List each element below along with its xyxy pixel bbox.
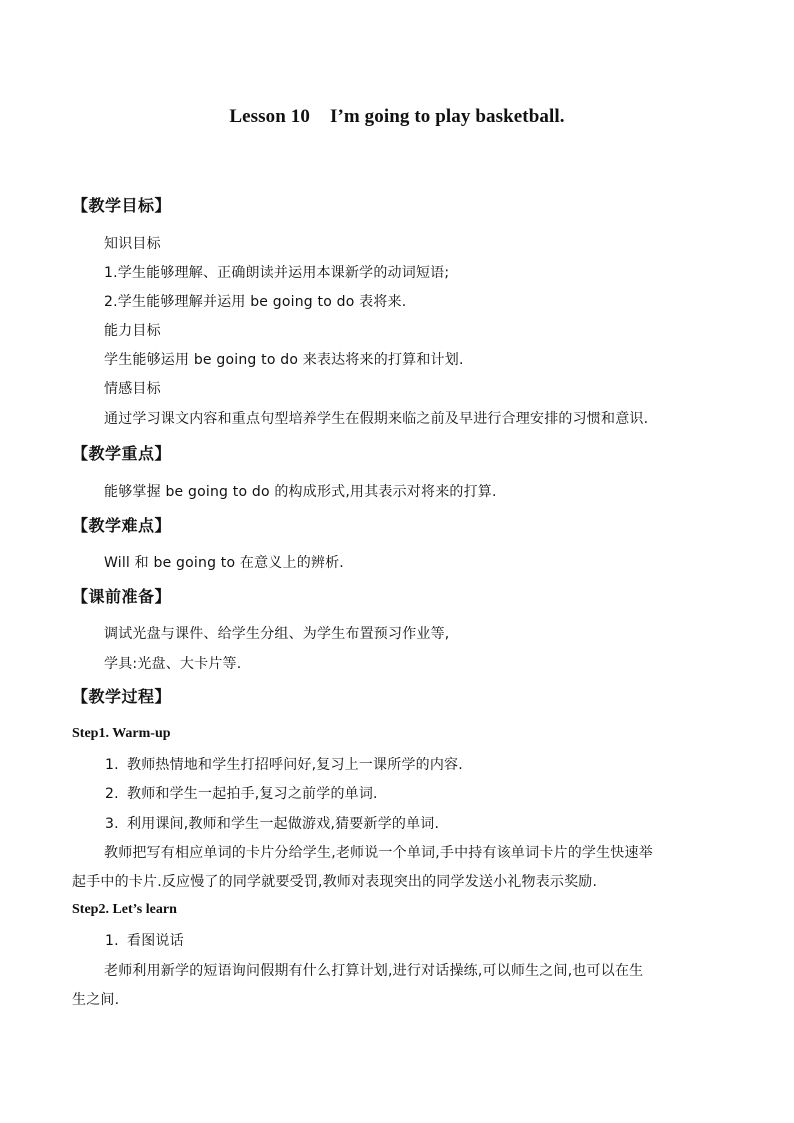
- objective-line: 2.学生能够理解并运用 be going to do 表将来.: [104, 294, 407, 310]
- lesson-number: Lesson 10: [229, 106, 310, 127]
- list-item-text: 教师热情地和学生打招呼问好,复习上一课所学的内容.: [127, 757, 463, 773]
- objective-line: 知识目标: [104, 236, 161, 252]
- section-heading-key-points: 【教学重点】: [72, 444, 172, 463]
- list-item-number: 2.: [105, 786, 119, 802]
- list-item: [105, 754, 463, 774]
- list-item-number: 1.: [105, 933, 119, 949]
- list-item-number: 3.: [105, 816, 119, 832]
- section-heading-preparation: 【课前准备】: [72, 587, 172, 606]
- list-item-text: 利用课间,教师和学生一起做游戏,猜要新学的单词.: [127, 816, 440, 832]
- step2-paragraph-line: 老师利用新学的短语询问假期有什么打算计划,进行对话操练,可以师生之间,也可以在生: [104, 963, 644, 979]
- objective-line: 情感目标: [104, 381, 161, 397]
- list-item-text: 教师和学生一起拍手,复习之前学的单词.: [127, 786, 378, 802]
- list-item-text: 看图说话: [127, 933, 184, 949]
- section-heading-objectives: 【教学目标】: [72, 196, 172, 215]
- objective-line: 通过学习课文内容和重点句型培养学生在假期来临之前及早进行合理安排的习惯和意识.: [104, 411, 649, 427]
- list-item: [105, 783, 378, 803]
- objective-line: 能力目标: [104, 323, 161, 339]
- list-item-number: 1.: [105, 757, 119, 773]
- section-heading-difficulties: 【教学难点】: [72, 516, 172, 535]
- preparation-line: 调试光盘与课件、给学生分组、为学生布置预习作业等,: [104, 626, 450, 642]
- preparation-line: 学具:光盘、大卡片等.: [104, 656, 242, 672]
- step2-title: Step2. Let’s learn: [72, 902, 177, 917]
- step1-paragraph-line: 起手中的卡片.反应慢了的同学就要受罚,教师对表现突出的同学发送小礼物表示奖励.: [72, 874, 598, 890]
- step1-title: Step1. Warm-up: [72, 726, 171, 741]
- objective-line: 学生能够运用 be going to do 来表达将来的打算和计划.: [104, 352, 464, 368]
- lesson-title: [0, 106, 794, 128]
- objective-line: 1.学生能够理解、正确朗读并运用本课新学的动词短语;: [104, 265, 450, 281]
- step2-paragraph-line: 生之间.: [72, 992, 120, 1008]
- lesson-name: I’m going to play basketball.: [329, 106, 565, 127]
- key-point-line: 能够掌握 be going to do 的构成形式,用其表示对将来的打算.: [104, 484, 497, 500]
- list-item: [105, 930, 184, 950]
- step1-paragraph-line: 教师把写有相应单词的卡片分给学生,老师说一个单词,手中持有该单词卡片的学生快速举: [104, 845, 653, 861]
- list-item: [105, 813, 439, 833]
- section-heading-process: 【教学过程】: [72, 687, 172, 706]
- difficulty-line: Will 和 be going to 在意义上的辨析.: [104, 555, 344, 571]
